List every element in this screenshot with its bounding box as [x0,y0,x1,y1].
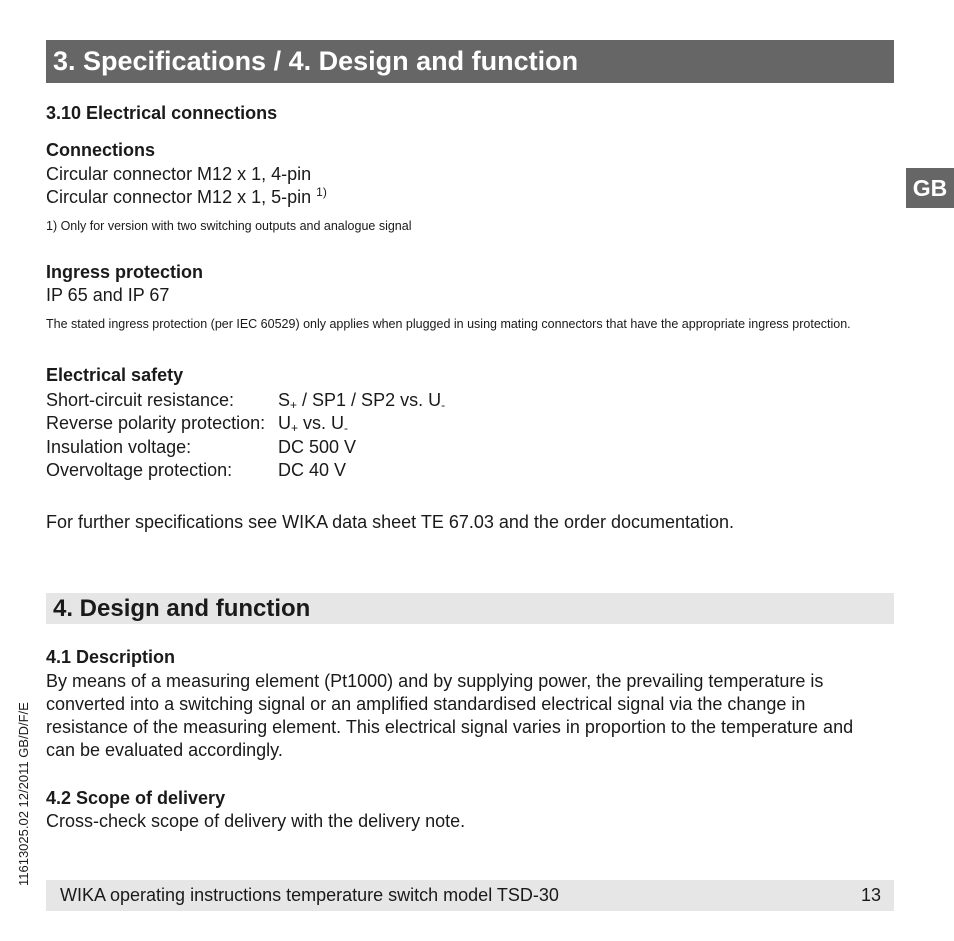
language-tab: GB [906,168,954,208]
scope-text: Cross-check scope of delivery with the delivery note. [46,811,466,831]
safety-label: Reverse polarity protection: [46,413,266,434]
safety-row [46,389,445,412]
connections-line-2 [46,186,327,209]
footer [46,880,894,911]
section-title-design-function: 4. Design and function [46,593,894,624]
ingress-note: The stated ingress protection (per IEC 60529) only applies when plugged in using mating connectors that have the appropriate ingress protection. [46,317,851,331]
safety-row [46,412,445,435]
safety-label: Short-circuit resistance: [46,390,235,410]
further-specifications: For further specifications see WIKA data sheet TE 67.03 and the order documentation. [46,512,735,532]
section-heading-electrical-connections: 3.10 Electrical connections [46,103,278,123]
page-number: 13 [860,885,881,905]
safety-value: DC 40 V [278,459,347,480]
electrical-safety-table [46,389,445,482]
description-text: By means of a measuring element (Pt1000) and by supplying power, the prevailing temperature is converted into a switching signal or an amplified standardised electrical signal via the change in resistance of the measuring element. This electrical signal varies in proportion to the temperature and can be evaluated accordingly. [46,671,854,760]
connections-line-2-text: Circular connector M12 x 1, 5-pin [46,187,312,207]
ingress-value: IP 65 and IP 67 [46,285,170,305]
safety-value: $U_+$ vs. $U_-$ [278,413,349,436]
page-title: 3. Specifications / 4. Design and function [46,40,894,83]
safety-label: Insulation voltage: [46,436,192,457]
safety-value: $S_+ / SP1 / SP2$ vs. $U_-$ [278,390,446,412]
safety-value: DC 500 V [278,436,357,457]
electrical-safety-heading: Electrical safety [46,365,184,385]
safety-row [46,459,445,482]
ingress-heading: Ingress protection [46,262,204,282]
connections-line-1: Circular connector M12 x 1, 4-pin [46,164,312,184]
scope-heading: 4.2 Scope of delivery [46,788,226,808]
safety-row [46,436,445,459]
description-heading: 4.1 Description [46,647,176,667]
safety-label: Overvoltage protection: [46,459,233,480]
footnote-marker: 1) [316,185,327,199]
connections-footnote: 1) Only for version with two switching outputs and analogue signal [46,219,412,233]
footer-text: WIKA operating instructions temperature switch model TSD-30 [60,885,559,905]
document-code: 11613025.02 12/2011 GB/D/F/E [16,702,31,886]
connections-heading: Connections [46,140,156,160]
